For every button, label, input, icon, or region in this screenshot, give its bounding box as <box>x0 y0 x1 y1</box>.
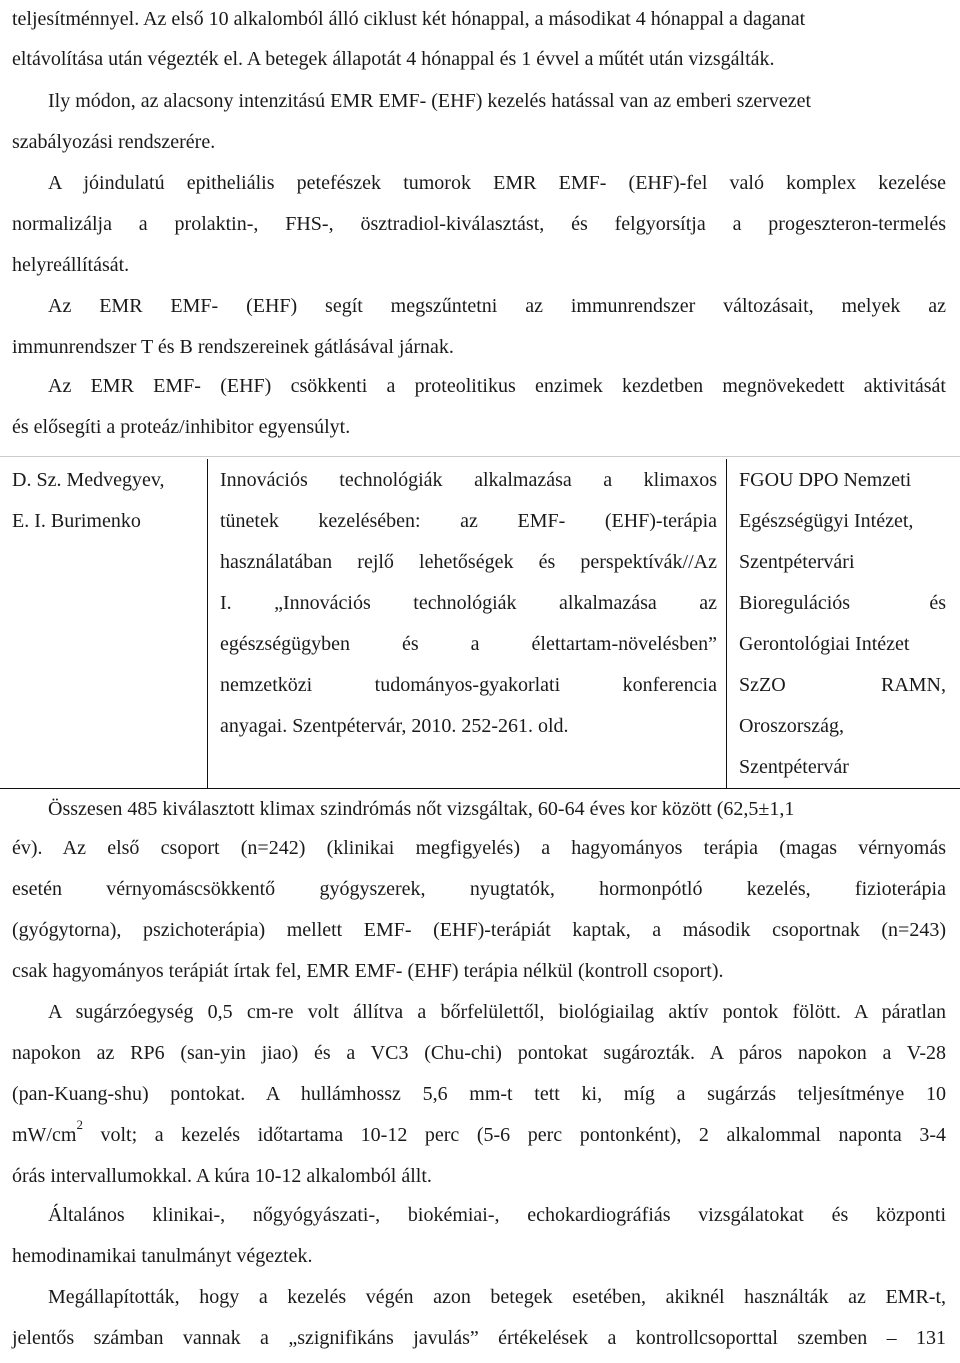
text-line <box>12 1117 946 1146</box>
superscript: 2 <box>76 1117 83 1132</box>
text-line: órás intervallumokkal. A kúra 10-12 alkalomból állt. <box>12 1165 432 1187</box>
title-line: I. „Innovációs technológiák alkalmazása az <box>220 592 717 614</box>
institution-line: SzZO RAMN, <box>739 674 946 696</box>
text-line: csak hagyományos terápiát írtak fel, EMR EMF- (EHF) terápia nélkül (kontroll csoport). <box>12 960 724 982</box>
text-line: (pan-Kuang-shu) pontokat. A hullámhossz 5,6 mm-t tett ki, míg a sugárzás teljesítménye 10 <box>12 1083 946 1105</box>
text-line: helyreállítását. <box>12 254 130 276</box>
text-line: A jóindulatú epitheliális petefészek tumorok EMR EMF- (EHF)-fel való komplex kezelése <box>48 172 946 194</box>
table-column-divider <box>207 459 208 789</box>
text-line: esetén vérnyomáscsökkentő gyógyszerek, nyugtatók, hormonpótló kezelés, fizioterápia <box>12 878 946 900</box>
line-rest: volt; a kezelés időtartama 10-12 perc (5-6 perc pontonként), 2 alkalommal naponta 3-4 <box>82 1124 946 1146</box>
text-line: Ily módon, az alacsony intenzitású EMR EMF- (EHF) kezelés hatással van az emberi szervezet <box>48 90 812 112</box>
text-line: jelentős számban vannak a „szignifikáns javulás” értékelések a kontrollcsoporttal szemben – 131 <box>12 1327 946 1349</box>
text-line: A sugárzóegység 0,5 cm-re volt állítva a bőrfelülettől, biológiailag aktív pontok fölött. A páratlan <box>48 1001 946 1023</box>
institution-line: Egészségügyi Intézet, <box>739 510 914 532</box>
title-line: egészségügyben és a élettartam-növelésben” <box>220 633 717 655</box>
text-line: év). Az első csoport (n=242) (klinikai megfigyelés) a hagyományos terápia (magas vérnyomás <box>12 837 946 859</box>
text-line: és elősegíti a proteáz/inhibitor egyensúlyt. <box>12 416 351 438</box>
text-line: eltávolítása után végezték el. A betegek állapotát 4 hónappal és 1 évvel a műtét után vizsgálták. <box>12 48 775 70</box>
text-line: Az EMR EMF- (EHF) segít megszűntetni az immunrendszer változásait, melyek az <box>48 295 946 317</box>
text-line: (gyógytorna), pszichoterápia) mellett EMF- (EHF)-terápiát kaptak, a második csoportnak (n=243) <box>12 919 946 941</box>
table-bottom-border <box>0 788 960 789</box>
title-line: Innovációs technológiák alkalmazása a klimaxos <box>220 469 717 491</box>
text-line: napokon az RP6 (san-yin jiao) és a VC3 (Chu-chi) pontokat sugározták. A páros napokon a V-28 <box>12 1042 946 1064</box>
institution-line: Oroszország, <box>739 715 844 737</box>
title-line: tünetek kezelésében: az EMF- (EHF)-terápia <box>220 510 717 532</box>
text-line: Az EMR EMF- (EHF) csökkenti a proteolitikus enzimek kezdetben megnövekedett aktivitását <box>48 375 946 397</box>
title-line: anyagai. Szentpétervár, 2010. 252-261. old. <box>220 715 569 737</box>
table-column-divider <box>726 459 727 789</box>
institution-line: Szentpétervári <box>739 551 855 573</box>
institution-line: Gerontológiai Intézet <box>739 633 910 655</box>
title-line: nemzetközi tudományos-gyakorlati konferencia <box>220 674 717 696</box>
text-line: Megállapították, hogy a kezelés végén azon betegek esetében, akiknél használták az EMR-t, <box>48 1286 946 1308</box>
title-line: használatában rejlő lehetőségek és perspektívák//Az <box>220 551 717 573</box>
text-line: szabályozási rendszerére. <box>12 131 216 153</box>
text-line: Összesen 485 kiválasztott klimax szindrómás nőt vizsgáltak, 60-64 éves kor között (62,5±1,1 <box>48 798 795 820</box>
text-line: normalizálja a prolaktin-, FHS-, ösztradiol-kiválasztást, és felgyorsítja a progeszteron-termelés <box>12 213 946 235</box>
text-line: hemodinamikai tanulmányt végeztek. <box>12 1245 313 1267</box>
institution-line: Bioregulációs és <box>739 592 946 614</box>
author-line: D. Sz. Medvegyev, <box>12 469 165 491</box>
institution-line: FGOU DPO Nemzeti <box>739 469 912 491</box>
unit-text: mW/cm <box>12 1124 77 1146</box>
text-line: teljesítménnyel. Az első 10 alkalomból álló ciklust két hónappal, a másodikat 4 hónappal a daganat <box>12 8 806 30</box>
author-line: E. I. Burimenko <box>12 510 141 532</box>
text-line: immunrendszer T és B rendszereinek gátlásával járnak. <box>12 336 454 358</box>
table-top-border <box>0 456 960 457</box>
text-line: Általános klinikai-, nőgyógyászati-, biokémiai-, echokardiográfiás vizsgálatokat és központi <box>48 1204 946 1226</box>
institution-line: Szentpétervár <box>739 756 849 778</box>
